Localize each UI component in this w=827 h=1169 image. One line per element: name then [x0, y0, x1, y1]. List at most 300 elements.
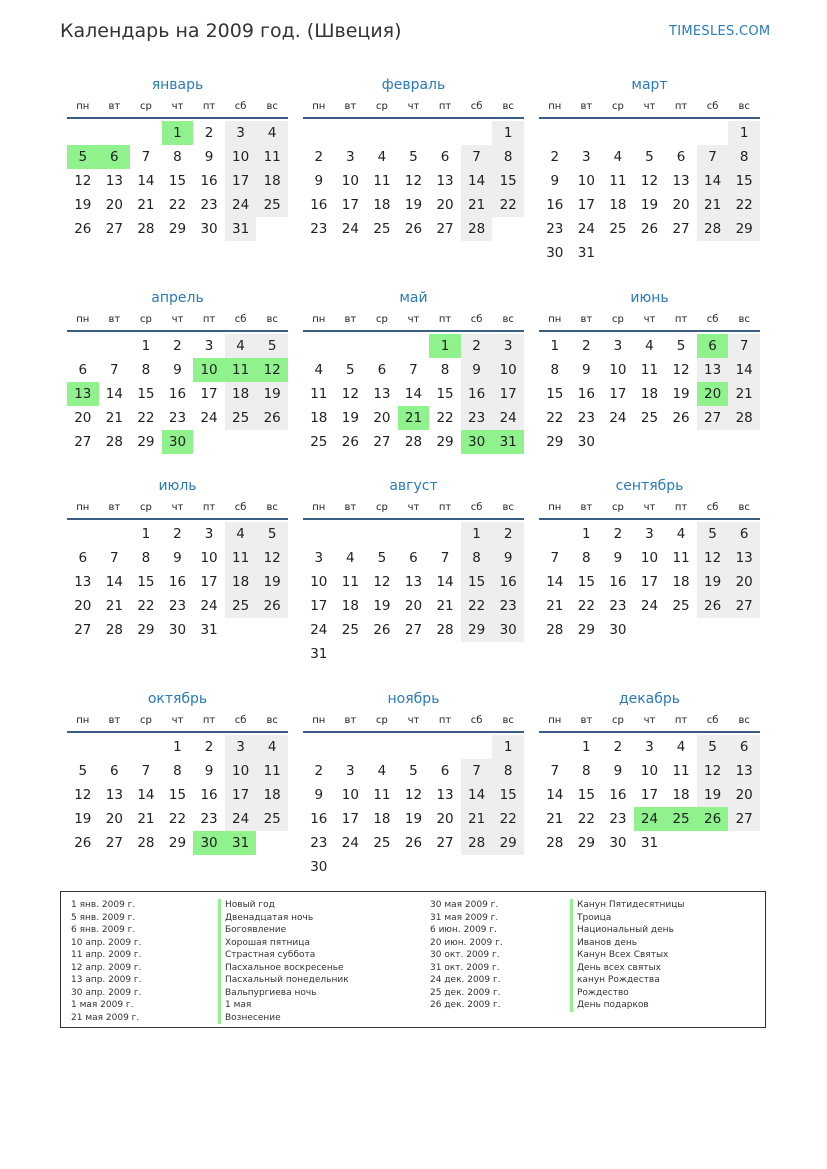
day-cell: 18 [341, 598, 359, 614]
day-cell: 12 [697, 546, 729, 570]
day-cell: 26 [74, 221, 92, 237]
weekday-label: ср [139, 314, 152, 325]
month-name: ноябрь [387, 691, 440, 707]
empty-cell [335, 334, 367, 358]
day-cell: 19 [697, 783, 729, 807]
day-cell: 13 [697, 358, 729, 382]
day-cell: 16 [461, 382, 493, 406]
day-cell: 5 [409, 763, 418, 779]
holiday-day-cell: 24 [634, 807, 666, 831]
day-cell: 13 [436, 787, 454, 803]
weekday-label: пн [76, 715, 90, 726]
day-cell: 3 [225, 735, 257, 759]
legend-holiday-name: 1 мая [218, 999, 349, 1012]
day-cell: 17 [640, 574, 659, 590]
day-cell: 21 [105, 598, 123, 614]
day-cell: 6 [440, 149, 450, 165]
empty-cell [697, 121, 729, 145]
day-cell: 15 [168, 173, 187, 189]
day-cell: 1 [492, 735, 524, 759]
weekday-header [303, 712, 524, 730]
day-cell: 23 [461, 406, 493, 430]
day-cell: 28 [137, 835, 155, 851]
weekday-label: чт [407, 101, 420, 112]
empty-cell [634, 121, 666, 145]
day-cell: 28 [404, 434, 423, 450]
weekday-label: вс [502, 502, 514, 513]
day-cell: 29 [168, 221, 187, 237]
weekday-label: чт [407, 502, 420, 513]
weekday-label: вт [108, 101, 121, 112]
day-cell: 25 [609, 221, 627, 237]
day-cell: 13 [105, 787, 123, 803]
header-divider [539, 518, 760, 520]
day-cell: 21 [461, 193, 493, 217]
legend-date: 31 мая 2009 г. [430, 912, 499, 923]
day-cell: 15 [492, 169, 524, 193]
weekday-label: ср [611, 502, 624, 513]
day-cell: 16 [310, 197, 328, 213]
day-cell: 28 [461, 831, 493, 855]
weekday-label: ср [375, 715, 388, 726]
day-cell: 24 [225, 193, 257, 217]
weekday-label: вс [266, 314, 278, 325]
empty-cell [303, 522, 335, 546]
empty-cell [130, 735, 162, 759]
day-cell: 23 [577, 410, 595, 426]
month-name: август [389, 478, 438, 494]
day-cell: 20 [105, 811, 123, 827]
day-cell: 7 [550, 550, 560, 566]
day-cell: 14 [728, 358, 760, 382]
legend-date: 1 янв. 2009 г. [71, 900, 136, 910]
day-cell: 2 [173, 526, 182, 542]
weekday-label: ср [375, 502, 388, 513]
weekday-header [67, 311, 288, 329]
weekday-label: сб [470, 314, 483, 325]
weekday-label: пт [438, 502, 452, 513]
legend-holiday-name: Национальный день [570, 924, 684, 937]
weekday-label: чт [171, 502, 184, 513]
empty-cell [335, 522, 367, 546]
header-divider [67, 117, 288, 119]
day-cell: 8 [492, 759, 524, 783]
legend-dates-column-1 [71, 899, 142, 1024]
weekday-label: вт [580, 314, 593, 325]
day-cell: 5 [256, 522, 288, 546]
weekday-header [67, 98, 288, 116]
day-cell: 16 [609, 787, 627, 803]
day-cell: 13 [728, 759, 760, 783]
day-cell: 25 [373, 221, 391, 237]
weekday-header [539, 311, 760, 329]
day-cell: 11 [609, 173, 627, 189]
month-calendar [303, 77, 524, 241]
day-cell: 16 [200, 787, 218, 803]
day-cell: 13 [728, 546, 760, 570]
empty-cell [539, 735, 571, 759]
header-divider [303, 731, 524, 733]
day-cell: 27 [672, 221, 690, 237]
day-cell: 21 [546, 598, 564, 614]
day-cell: 5 [645, 149, 654, 165]
day-cell: 11 [373, 787, 391, 803]
day-cell: 12 [373, 574, 391, 590]
month-name: июль [158, 478, 197, 494]
day-cell: 28 [105, 622, 123, 638]
day-cell: 21 [436, 598, 454, 614]
weekday-label: ср [611, 101, 624, 112]
day-cell: 16 [168, 574, 187, 590]
day-cell: 2 [613, 526, 623, 542]
day-cell: 13 [672, 173, 690, 189]
empty-cell [366, 334, 398, 358]
day-cell: 3 [204, 526, 214, 542]
empty-cell [461, 735, 493, 759]
legend-date: 6 янв. 2009 г. [71, 925, 136, 935]
day-cell: 2 [314, 763, 324, 779]
day-cell: 4 [346, 550, 355, 566]
day-cell: 1 [141, 338, 151, 354]
header-divider [303, 518, 524, 520]
site-link[interactable]: TIMESLES.COM [669, 24, 771, 39]
day-cell: 2 [613, 739, 623, 755]
day-cell: 9 [204, 149, 214, 165]
day-cell: 3 [346, 149, 355, 165]
header-divider [67, 330, 288, 332]
day-cell: 31 [577, 245, 595, 261]
day-cell: 5 [697, 522, 729, 546]
days-grid [67, 121, 288, 241]
day-cell: 19 [341, 410, 359, 426]
legend-holiday-name: Канун Всех Святых [570, 949, 684, 962]
day-cell: 27 [697, 406, 729, 430]
day-cell: 19 [404, 197, 423, 213]
day-cell: 25 [640, 410, 659, 426]
legend-names-column-2 [570, 899, 684, 1012]
day-cell: 27 [728, 807, 760, 831]
day-cell: 7 [409, 362, 418, 378]
day-cell: 19 [74, 811, 92, 827]
weekday-label: чт [643, 101, 656, 112]
month-calendar [67, 77, 288, 241]
day-cell: 17 [341, 811, 359, 827]
empty-cell [99, 334, 131, 358]
days-grid [303, 121, 524, 241]
day-cell: 5 [346, 362, 355, 378]
day-cell: 26 [672, 410, 690, 426]
day-cell: 4 [225, 334, 257, 358]
day-cell: 9 [613, 763, 623, 779]
legend-date: 11 апр. 2009 г. [71, 950, 142, 960]
month-name: май [399, 290, 428, 306]
day-cell: 6 [440, 763, 450, 779]
legend-date: 10 апр. 2009 г. [71, 937, 142, 948]
day-cell: 26 [404, 221, 423, 237]
day-cell: 12 [404, 173, 423, 189]
empty-cell [429, 735, 461, 759]
empty-cell [67, 522, 99, 546]
day-cell: 31 [225, 217, 257, 241]
weekday-label: пт [202, 715, 216, 726]
day-cell: 15 [577, 787, 595, 803]
weekday-label: чт [171, 715, 184, 726]
legend-date: 6 июн. 2009 г. [430, 925, 497, 935]
day-cell: 23 [168, 410, 187, 426]
weekday-label: сб [234, 715, 247, 726]
day-cell: 29 [728, 217, 760, 241]
day-cell: 14 [461, 783, 493, 807]
day-cell: 4 [377, 149, 387, 165]
day-cell: 4 [676, 739, 686, 755]
legend-date: 13 апр. 2009 г. [71, 975, 142, 985]
weekday-label: чт [407, 314, 420, 325]
holiday-day-cell: 11 [225, 358, 257, 382]
day-cell: 6 [409, 550, 418, 566]
weekday-label: вс [502, 101, 514, 112]
month-name: март [631, 77, 668, 93]
day-cell: 9 [173, 362, 182, 378]
weekday-label: пн [312, 314, 326, 325]
day-cell: 11 [256, 759, 288, 783]
day-cell: 5 [409, 149, 418, 165]
day-cell: 10 [200, 550, 218, 566]
day-cell: 3 [582, 149, 591, 165]
day-cell: 11 [672, 763, 690, 779]
weekday-label: вс [502, 715, 514, 726]
weekday-label: сб [706, 502, 719, 513]
day-cell: 25 [225, 594, 257, 618]
month-name: декабрь [618, 691, 681, 707]
legend-date: 26 дек. 2009 г. [430, 1000, 501, 1010]
day-cell: 10 [341, 787, 359, 803]
weekday-label: вс [266, 101, 278, 112]
legend-holiday-name: Троица [570, 912, 684, 925]
day-cell: 20 [404, 598, 423, 614]
month-calendar [539, 77, 760, 265]
day-cell: 29 [546, 434, 564, 450]
day-cell: 2 [492, 522, 524, 546]
weekday-label: пн [312, 715, 326, 726]
day-cell: 26 [404, 835, 423, 851]
day-cell: 8 [440, 362, 450, 378]
month-calendar [303, 478, 524, 666]
weekday-label: вт [580, 715, 593, 726]
day-cell: 22 [168, 197, 187, 213]
day-cell: 26 [341, 434, 359, 450]
holiday-day-cell: 1 [162, 121, 194, 145]
day-cell: 10 [577, 173, 595, 189]
day-cell: 11 [310, 386, 328, 402]
day-cell: 21 [105, 410, 123, 426]
day-cell: 6 [728, 522, 760, 546]
day-cell: 17 [225, 169, 257, 193]
legend-holiday-name: Новый год [218, 899, 349, 912]
day-cell: 19 [256, 570, 288, 594]
day-cell: 14 [137, 173, 155, 189]
month-name: февраль [381, 77, 446, 93]
day-cell: 24 [200, 410, 218, 426]
day-cell: 26 [74, 835, 92, 851]
day-cell: 27 [105, 835, 123, 851]
days-grid [539, 735, 760, 855]
weekday-label: вт [344, 101, 357, 112]
day-cell: 17 [609, 386, 627, 402]
day-cell: 18 [609, 197, 627, 213]
day-cell: 20 [436, 197, 454, 213]
day-cell: 22 [492, 193, 524, 217]
day-cell: 23 [200, 811, 218, 827]
day-cell: 18 [373, 811, 391, 827]
day-cell: 8 [550, 362, 560, 378]
day-cell: 19 [672, 386, 690, 402]
day-cell: 24 [225, 807, 257, 831]
day-cell: 20 [74, 598, 92, 614]
weekday-label: ср [375, 314, 388, 325]
day-cell: 27 [728, 594, 760, 618]
day-cell: 23 [310, 835, 328, 851]
day-cell: 13 [373, 386, 391, 402]
day-cell: 2 [314, 149, 324, 165]
day-cell: 20 [105, 197, 123, 213]
day-cell: 6 [377, 362, 387, 378]
day-cell: 21 [697, 193, 729, 217]
day-cell: 15 [168, 787, 187, 803]
empty-cell [67, 334, 99, 358]
weekday-label: вс [738, 502, 750, 513]
day-cell: 7 [141, 149, 151, 165]
legend-date: 30 мая 2009 г. [430, 900, 499, 910]
empty-cell [665, 121, 697, 145]
day-cell: 20 [728, 783, 760, 807]
day-cell: 21 [546, 811, 564, 827]
day-cell: 5 [377, 550, 387, 566]
month-name: сентябрь [615, 478, 684, 494]
day-cell: 23 [609, 811, 627, 827]
day-cell: 7 [141, 763, 151, 779]
day-cell: 17 [341, 197, 359, 213]
header-divider [303, 330, 524, 332]
day-cell: 17 [577, 197, 595, 213]
day-cell: 2 [582, 338, 591, 354]
holiday-day-cell: 5 [67, 145, 99, 169]
weekday-label: пт [202, 502, 216, 513]
day-cell: 4 [613, 149, 623, 165]
day-cell: 20 [74, 410, 92, 426]
legend-date: 5 янв. 2009 г. [71, 912, 136, 923]
day-cell: 30 [310, 859, 328, 875]
weekday-label: вс [266, 502, 278, 513]
day-cell: 25 [373, 835, 391, 851]
day-cell: 3 [204, 338, 214, 354]
legend-holiday-name: День подарков [570, 999, 684, 1012]
day-cell: 28 [436, 622, 454, 638]
day-cell: 6 [110, 763, 119, 779]
day-cell: 9 [613, 550, 623, 566]
day-cell: 3 [645, 526, 654, 542]
holiday-day-cell: 6 [99, 145, 131, 169]
day-cell: 7 [461, 145, 493, 169]
weekday-label: пн [548, 101, 562, 112]
day-cell: 9 [582, 362, 591, 378]
weekday-label: вт [344, 314, 357, 325]
weekday-label: сб [470, 101, 483, 112]
day-cell: 27 [74, 434, 92, 450]
day-cell: 19 [74, 197, 92, 213]
day-cell: 1 [141, 526, 151, 542]
day-cell: 3 [645, 739, 654, 755]
holiday-day-cell: 26 [697, 807, 729, 831]
day-cell: 7 [550, 763, 560, 779]
day-cell: 3 [314, 550, 324, 566]
day-cell: 22 [137, 598, 155, 614]
day-cell: 9 [550, 173, 560, 189]
day-cell: 6 [676, 149, 686, 165]
day-cell: 29 [577, 622, 595, 638]
holiday-day-cell: 30 [162, 430, 194, 454]
day-cell: 20 [436, 811, 454, 827]
day-cell: 20 [672, 197, 690, 213]
legend-date: 31 окт. 2009 г. [430, 962, 500, 973]
day-cell: 22 [546, 410, 564, 426]
day-cell: 17 [225, 783, 257, 807]
day-cell: 18 [640, 386, 659, 402]
holiday-day-cell: 20 [697, 382, 729, 406]
day-cell: 9 [314, 173, 324, 189]
month-name: апрель [151, 290, 204, 306]
day-cell: 28 [105, 434, 123, 450]
day-cell: 18 [310, 410, 328, 426]
days-grid [539, 522, 760, 642]
empty-cell [99, 522, 131, 546]
legend-date: 12 апр. 2009 г. [71, 962, 142, 973]
day-cell: 15 [137, 386, 155, 402]
day-cell: 21 [137, 811, 155, 827]
weekday-label: вт [580, 101, 593, 112]
day-cell: 9 [173, 550, 182, 566]
legend-holiday-name: Богоявление [218, 924, 349, 937]
weekday-label: чт [643, 715, 656, 726]
month-calendar [539, 290, 760, 454]
day-cell: 29 [137, 622, 155, 638]
day-cell: 2 [204, 125, 214, 141]
day-cell: 15 [492, 783, 524, 807]
day-cell: 12 [74, 173, 92, 189]
day-cell: 24 [577, 221, 595, 237]
day-cell: 12 [672, 362, 690, 378]
weekday-label: пн [312, 502, 326, 513]
weekday-label: сб [470, 502, 483, 513]
legend-date: 21 мая 2009 г. [71, 1012, 140, 1023]
day-cell: 19 [640, 197, 659, 213]
header-divider [67, 731, 288, 733]
day-cell: 12 [74, 787, 92, 803]
day-cell: 20 [728, 570, 760, 594]
weekday-label: ср [139, 101, 152, 112]
day-cell: 3 [492, 334, 524, 358]
day-cell: 13 [404, 574, 423, 590]
day-cell: 2 [204, 739, 214, 755]
holiday-legend [60, 891, 766, 1028]
day-cell: 7 [697, 145, 729, 169]
header-divider [303, 117, 524, 119]
weekday-label: пн [312, 101, 326, 112]
month-name: октябрь [147, 691, 208, 707]
weekday-label: вс [738, 314, 750, 325]
empty-cell [398, 522, 430, 546]
day-cell: 4 [314, 362, 324, 378]
weekday-label: пт [202, 101, 216, 112]
